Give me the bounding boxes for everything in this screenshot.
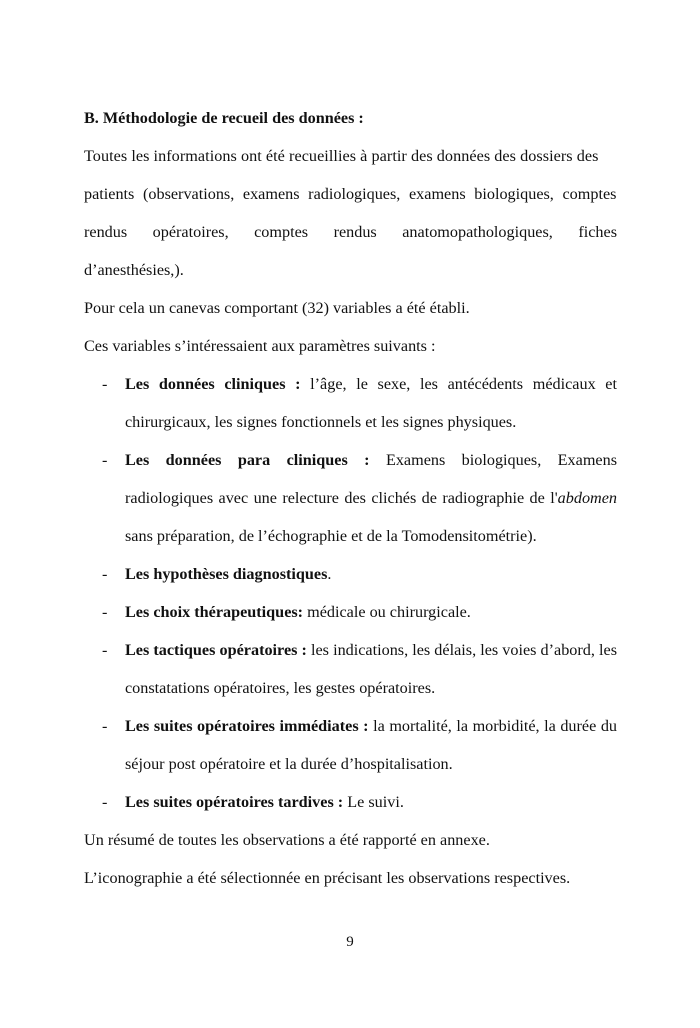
canevas-sentence: Pour cela un canevas comportant (32) variables a été établi. <box>84 299 470 317</box>
intro-line-1: Toutes les informations ont été recueillies à partir des données des dossiers des <box>84 147 599 165</box>
bullet-dash: - <box>102 565 108 583</box>
list-item <box>84 555 617 593</box>
page-number: 9 <box>346 934 354 950</box>
list-item <box>84 631 617 707</box>
intro-word: rendus <box>333 223 377 241</box>
list-item <box>84 365 617 441</box>
list-item <box>84 783 617 821</box>
bullet-text: la mortalité, la morbidité, la durée du séjour post opératoire et la durée d’hospitalisation. <box>125 717 618 773</box>
intro-line-2: patients (observations, examens radiologiques, examens biologiques, comptes <box>84 185 617 203</box>
bullet-italic: abdomen <box>557 489 617 507</box>
intro-word: anatomopathologiques, <box>402 223 553 241</box>
bullet-dash: - <box>102 375 108 393</box>
page-content <box>84 99 617 897</box>
bullet-text: Le suivi. <box>343 793 404 811</box>
bullet-dash: - <box>102 603 108 621</box>
iconography-sentence: L’iconographie a été sélectionnée en précisant les observations respectives. <box>84 869 571 887</box>
bullet-label: Les tactiques opératoires : <box>125 641 307 659</box>
bullet-label: Les hypothèses diagnostiques <box>125 565 328 583</box>
bullet-label: Les suites opératoires tardives : <box>125 793 344 811</box>
bullet-label: Les données cliniques : <box>125 375 301 393</box>
bullet-dash: - <box>102 717 108 735</box>
bullet-dash: - <box>102 793 108 811</box>
list-item <box>84 593 617 631</box>
section-heading: B. Méthodologie de recueil des données : <box>84 109 364 127</box>
bullet-text: Examens biologiques, Examens radiologiques avec une relecture des clichés de radiographie de l' <box>125 451 617 507</box>
summary-sentence: Un résumé de toutes les observations a été rapporté en annexe. <box>84 831 490 849</box>
bullet-label: Les données para cliniques : <box>125 451 370 469</box>
bullet-dash: - <box>102 451 108 469</box>
intro-word: comptes <box>254 223 309 241</box>
bullet-label: Les suites opératoires immédiates : <box>125 717 369 735</box>
parameters-list <box>84 365 617 821</box>
bullet-text: les indications, les délais, les voies d’abord, les constatations opératoires, les gestes opératoires. <box>125 641 617 697</box>
intro-line-4: d’anesthésies,). <box>84 261 184 279</box>
bullet-label: Les choix thérapeutiques: <box>125 603 304 621</box>
bullet-dash: - <box>102 641 108 659</box>
bullet-text: l’âge, le sexe, les antécédents médicaux et chirurgicaux, les signes fonctionnels et les signes physiques. <box>125 375 617 431</box>
intro-word: fiches <box>578 223 617 241</box>
list-item <box>84 441 617 555</box>
list-item <box>84 707 617 783</box>
bullet-text: . <box>327 565 332 583</box>
intro-line-3 <box>84 213 617 251</box>
intro-word: opératoires, <box>152 223 229 241</box>
intro-word: rendus <box>84 223 128 241</box>
bullet-text: médicale ou chirurgicale. <box>303 603 471 621</box>
bullet-text: sans préparation, de l’échographie et de la Tomodensitométrie). <box>125 527 537 545</box>
params-sentence: Ces variables s’intéressaient aux paramètres suivants : <box>84 337 436 355</box>
